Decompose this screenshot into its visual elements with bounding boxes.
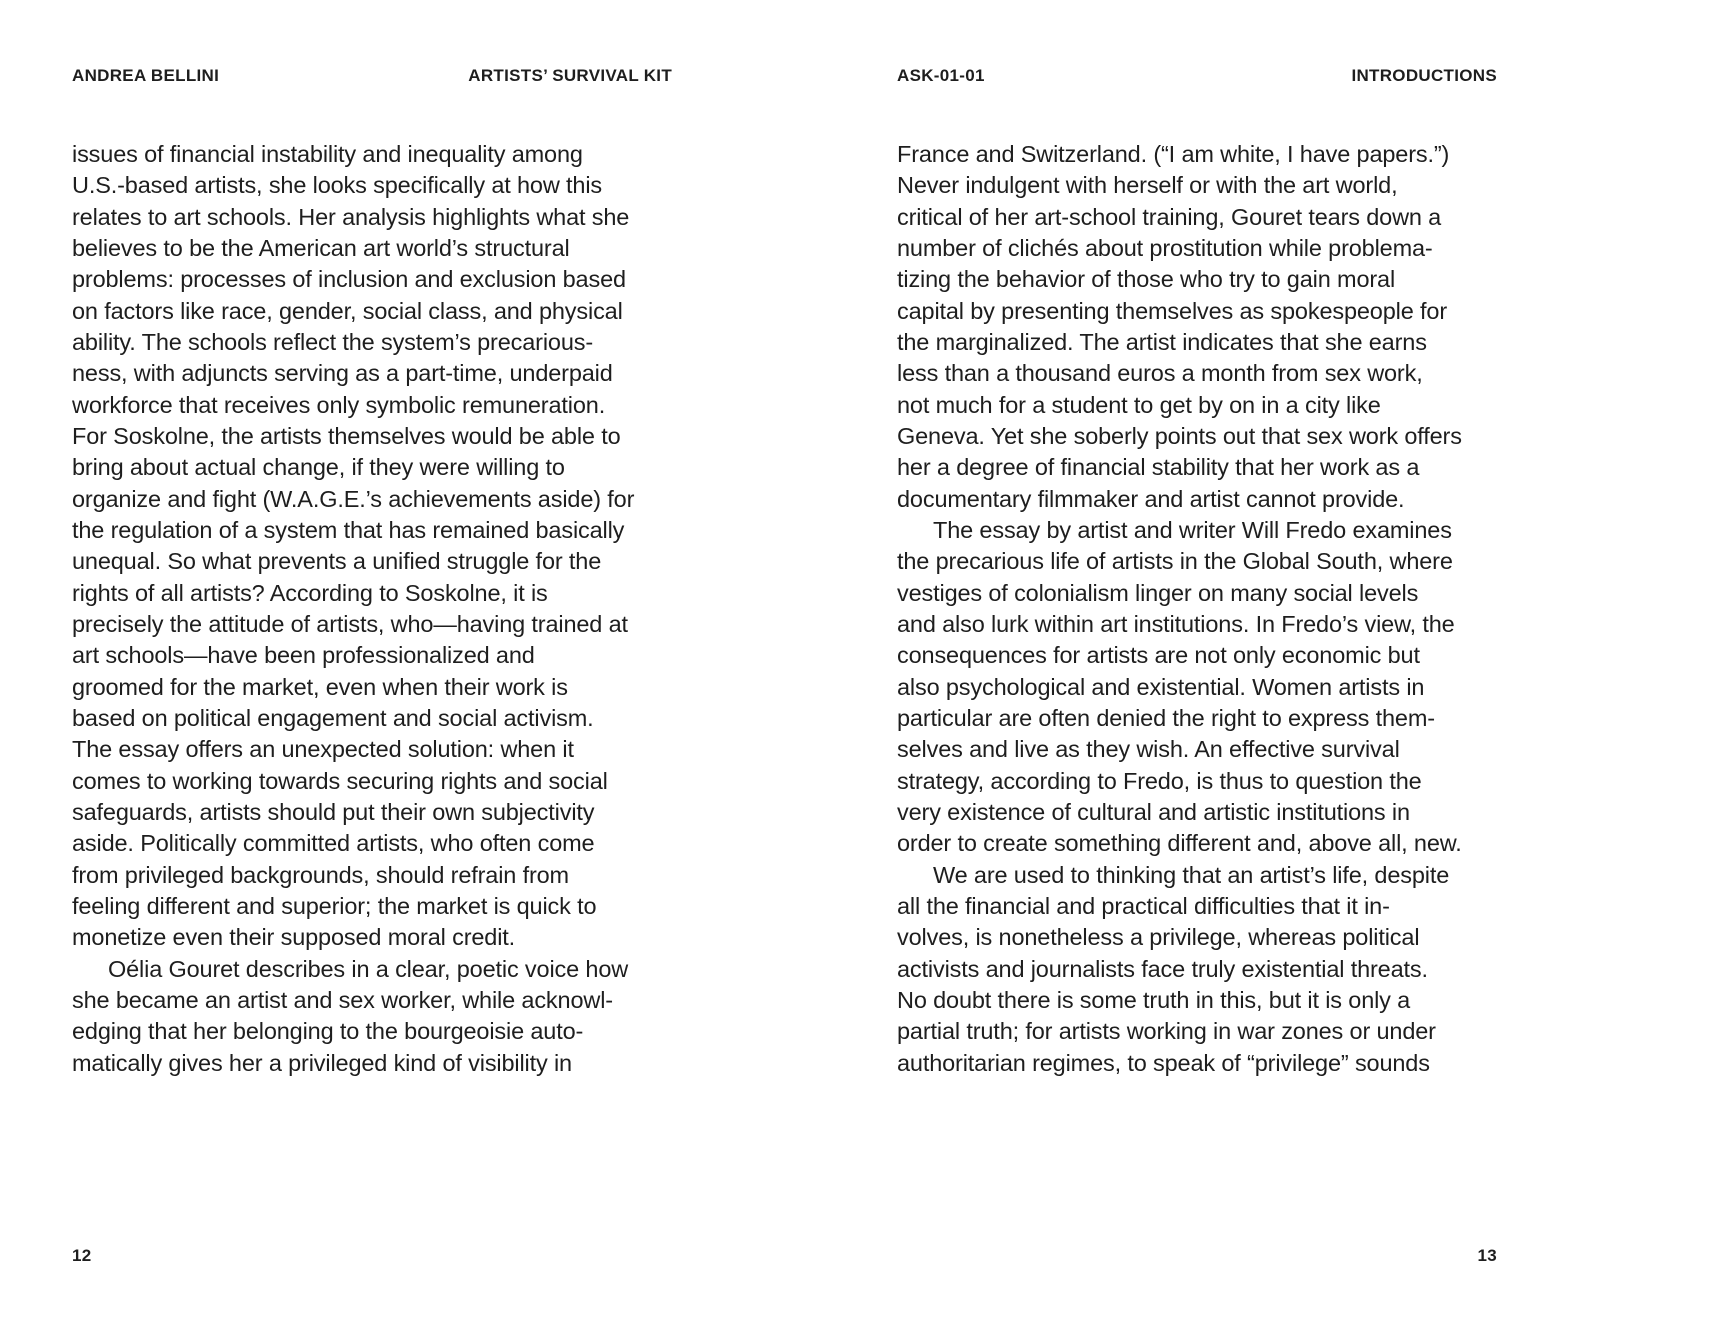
text-line: and also lurk within art institutions. In Fredo’s view, the xyxy=(897,610,1455,637)
text-line: For Soskolne, the artists themselves would be able to xyxy=(72,422,621,449)
text-line: feeling different and superior; the market is quick to xyxy=(72,892,597,919)
text-line: ness, with adjuncts serving as a part-time, underpaid xyxy=(72,360,613,387)
text-line: precisely the attitude of artists, who—having trained at xyxy=(72,610,628,637)
page-body-text-right xyxy=(897,139,1497,1079)
text-line: problems: processes of inclusion and exclusion based xyxy=(72,266,626,293)
text-line: order to create something different and, above all, new. xyxy=(897,830,1462,857)
running-head-section-code: ASK-01-01 xyxy=(897,66,985,85)
text-line: the regulation of a system that has remained basically xyxy=(72,516,625,543)
page-body-text-left xyxy=(72,139,672,1079)
text-line: The essay by artist and writer Will Fredo examines xyxy=(933,516,1452,543)
text-line: very existence of cultural and artistic institutions in xyxy=(897,798,1410,825)
text-line: groomed for the market, even when their work is xyxy=(72,673,568,700)
text-line: not much for a student to get by on in a city like xyxy=(897,391,1381,418)
text-line: she became an artist and sex worker, while acknowl- xyxy=(72,986,613,1013)
text-line: tizing the behavior of those who try to gain moral xyxy=(897,266,1396,293)
text-line: ability. The schools reflect the system’s precarious- xyxy=(72,328,594,355)
text-line: relates to art schools. Her analysis highlights what she xyxy=(72,203,630,230)
text-line: volves, is nonetheless a privilege, whereas political xyxy=(897,924,1420,951)
text-line: on factors like race, gender, social class, and physical xyxy=(72,297,623,324)
text-line: comes to working towards securing rights and social xyxy=(72,767,608,794)
text-line: bring about actual change, if they were willing to xyxy=(72,454,565,481)
page-left xyxy=(72,0,672,1338)
text-line: Never indulgent with herself or with the art world, xyxy=(897,172,1398,199)
running-head-author: ANDREA BELLINI xyxy=(72,66,220,85)
text-line: her a degree of financial stability that her work as a xyxy=(897,454,1420,481)
text-line: also psychological and existential. Women artists in xyxy=(897,673,1425,700)
page-number-right: 13 xyxy=(1477,1246,1497,1265)
text-line: We are used to thinking that an artist’s life, despite xyxy=(933,861,1450,888)
text-line: safeguards, artists should put their own subjectivity xyxy=(72,798,595,825)
text-line: all the financial and practical difficulties that it in- xyxy=(897,892,1390,919)
text-line: rights of all artists? According to Soskolne, it is xyxy=(72,579,548,606)
text-line: capital by presenting themselves as spokespeople for xyxy=(897,297,1447,324)
text-line: Geneva. Yet she soberly points out that sex work offers xyxy=(897,422,1462,449)
text-line: strategy, according to Fredo, is thus to question the xyxy=(897,767,1422,794)
page-right xyxy=(897,0,1497,1338)
text-line: critical of her art-school training, Gouret tears down a xyxy=(897,203,1442,230)
text-line: authoritarian regimes, to speak of “privilege” sounds xyxy=(897,1049,1430,1076)
text-line: U.S.-based artists, she looks specifically at how this xyxy=(72,172,603,199)
running-head-section-title: INTRODUCTIONS xyxy=(1351,66,1497,85)
text-line: from privileged backgrounds, should refrain from xyxy=(72,861,569,888)
text-line: aside. Politically committed artists, who often come xyxy=(72,830,595,857)
text-line: matically gives her a privileged kind of visibility in xyxy=(72,1049,572,1076)
text-line: monetize even their supposed moral credit. xyxy=(72,924,516,951)
text-line: less than a thousand euros a month from sex work, xyxy=(897,360,1423,387)
text-line: consequences for artists are not only economic but xyxy=(897,642,1420,669)
text-line: believes to be the American art world’s structural xyxy=(72,234,570,261)
text-line: vestiges of colonialism linger on many social levels xyxy=(897,579,1419,606)
text-line: partial truth; for artists working in war zones or under xyxy=(897,1018,1436,1045)
running-head-right-page xyxy=(897,66,1497,86)
text-line: No doubt there is some truth in this, but it is only a xyxy=(897,986,1411,1013)
text-line: selves and live as they wish. An effective survival xyxy=(897,736,1400,763)
text-line: based on political engagement and social activism. xyxy=(72,704,594,731)
text-line: organize and fight (W.A.G.E.’s achievements aside) for xyxy=(72,485,635,512)
text-line: workforce that receives only symbolic remuneration. xyxy=(72,391,606,418)
running-head-left-page xyxy=(72,66,672,86)
text-line: issues of financial instability and inequality among xyxy=(72,141,583,167)
text-line: the marginalized. The artist indicates that she earns xyxy=(897,328,1427,355)
text-line: activists and journalists face truly existential threats. xyxy=(897,955,1428,982)
running-head-book-title: ARTISTS’ SURVIVAL KIT xyxy=(468,66,672,85)
text-line: number of clichés about prostitution while problema- xyxy=(897,234,1433,261)
text-line: unequal. So what prevents a unified struggle for the xyxy=(72,548,602,575)
text-line: documentary filmmaker and artist cannot provide. xyxy=(897,485,1405,512)
text-line: art schools—have been professionalized and xyxy=(72,642,535,669)
text-line: particular are often denied the right to express them- xyxy=(897,704,1435,731)
text-line: edging that her belonging to the bourgeoisie auto- xyxy=(72,1018,584,1045)
text-line: the precarious life of artists in the Global South, where xyxy=(897,548,1453,575)
text-line: Oélia Gouret describes in a clear, poetic voice how xyxy=(108,955,629,982)
text-line: France and Switzerland. (“I am white, I have papers.”) xyxy=(897,141,1450,167)
text-line: The essay offers an unexpected solution: when it xyxy=(72,736,574,763)
page-number-left: 12 xyxy=(72,1246,92,1265)
